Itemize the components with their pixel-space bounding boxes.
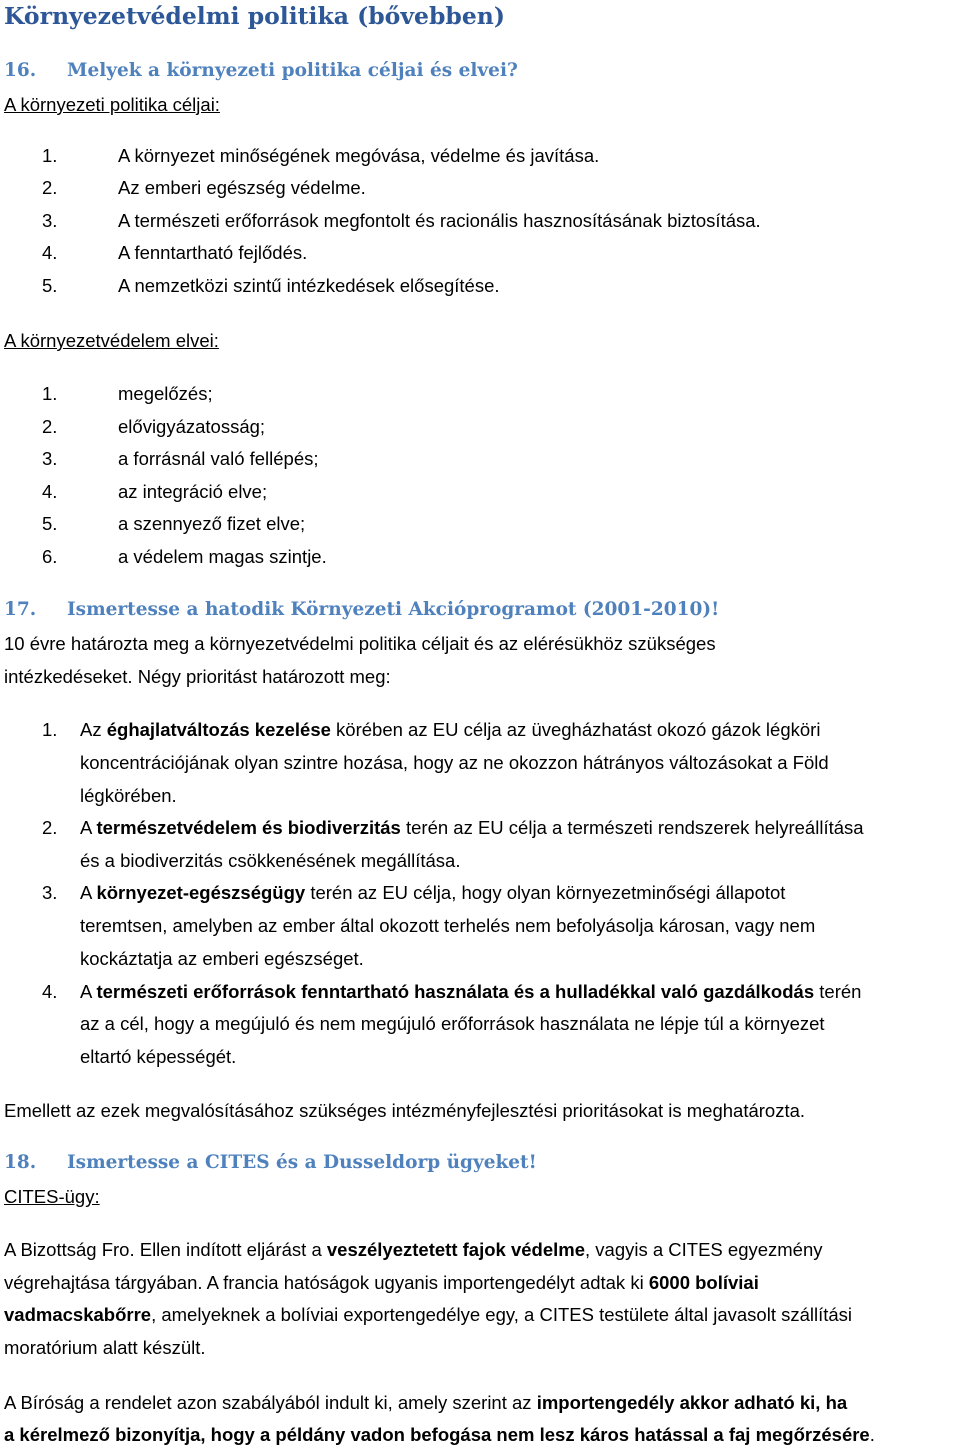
question-number: 18.	[4, 1152, 37, 1173]
list-item-text: A környezet-egészségügy terén az EU célja, hogy olyan környezetminőségi állapotot	[80, 882, 786, 903]
page-title: Környezetvédelmi politika (bővebben)	[4, 2, 505, 30]
list-item-text: a védelem magas szintje.	[118, 546, 327, 567]
list-item-text: az integráció elve;	[118, 481, 268, 502]
question-number: 17.	[4, 599, 37, 620]
list-item-text: A természeti erőforrások fenntartható használata és a hulladékkal való gazdálkodás terén	[80, 981, 862, 1002]
list-item-text: elővigyázatosság;	[118, 416, 266, 437]
list-item-continuation: koncentrációjának olyan szintre hozása, hogy az ne okozzon hátrányos változásokat a Föld	[80, 752, 829, 773]
list-item-text: A nemzetközi szintű intézkedések elősegítése.	[118, 275, 500, 296]
question-text: Ismertesse a CITES és a Dusseldorp ügyeket!	[67, 1152, 537, 1173]
principles-label: A környezetvédelem elvei:	[4, 330, 219, 351]
q17-intro-line-1: 10 évre határozta meg a környezetvédelmi politika céljait és az elérésükhöz szükséges	[4, 633, 716, 654]
question-text: Melyek a környezeti politika céljai és elvei?	[67, 60, 518, 81]
list-item-continuation: eltartó képességét.	[80, 1046, 237, 1067]
list-item-text: A fenntartható fejlődés.	[118, 242, 308, 263]
goals-label: A környezeti politika céljai:	[4, 94, 220, 115]
q17-intro-line-2: intézkedéseket. Négy prioritást határozott meg:	[4, 666, 391, 687]
list-item-text: megelőzés;	[118, 383, 213, 404]
question-text: Ismertesse a hatodik Környezeti Akcióprogramot (2001-2010)!	[67, 599, 720, 620]
list-item-text: A környezet minőségének megóvása, védelme és javítása.	[118, 145, 600, 166]
list-item-text: a forrásnál való fellépés;	[118, 448, 319, 469]
cites-label: CITES-ügy:	[4, 1186, 100, 1207]
q17-outro: Emellett az ezek megvalósításához szükséges intézményfejlesztési prioritásokat is meghatározta.	[4, 1100, 806, 1121]
list-item-continuation: teremtsen, amelyben az ember által okozott terhelés nem befolyásolja károsan, vagy nem	[80, 915, 816, 936]
list-item-continuation: légkörében.	[80, 785, 177, 806]
list-item-text: Az éghajlatváltozás kezelése körében az EU célja az üvegházhatást okozó gázok légköri	[80, 719, 821, 740]
list-item-text: a szennyező fizet elve;	[118, 513, 306, 534]
list-item-continuation: az a cél, hogy a megújuló és nem megújuló erőforrások használata ne lépje túl a környezet	[80, 1013, 825, 1034]
question-17-heading	[4, 599, 719, 620]
list-item-text: Az emberi egészség védelme.	[118, 177, 366, 198]
list-item-continuation: és a biodiverzitás csökkenésének megállítása.	[80, 850, 461, 871]
list-item-text: A természeti erőforrások megfontolt és racionális hasznosításának biztosítása.	[118, 210, 761, 231]
list-item-continuation: kockáztatja az emberi egészséget.	[80, 948, 364, 969]
question-16-heading	[4, 60, 518, 81]
list-item-text: A természetvédelem és biodiverzitás terén az EU célja a természeti rendszerek helyreállítása	[80, 817, 864, 838]
question-18-heading	[4, 1152, 537, 1173]
question-number: 16.	[4, 60, 37, 81]
